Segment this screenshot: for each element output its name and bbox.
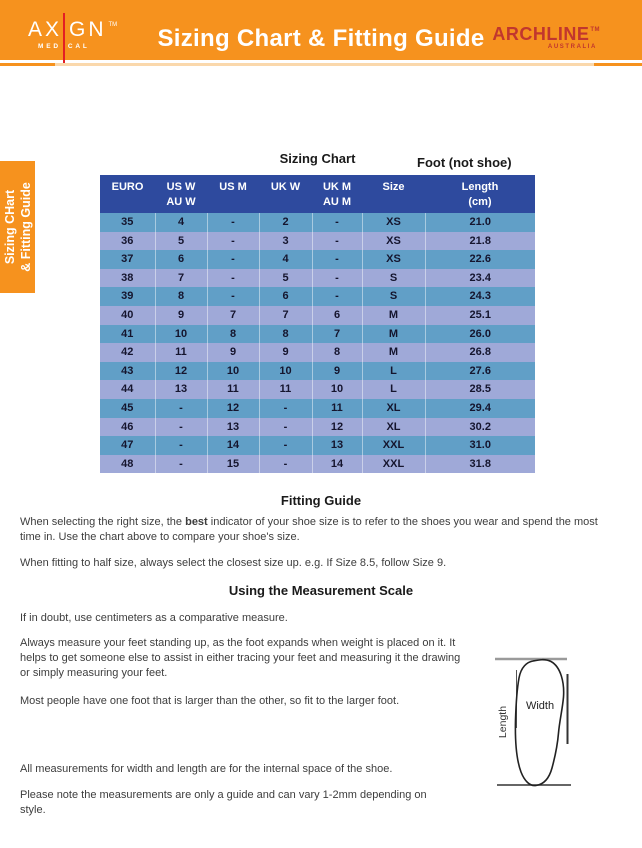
measurement-paragraph-5: Please note the measurements are only a guide and can vary 1-2mm depending on style. [20,789,427,817]
table-cell: 21.0 [425,213,535,232]
table-cell: - [207,287,259,306]
table-cell: - [259,418,312,437]
table-cell: 45 [100,399,155,418]
measurement-paragraph-1: If in doubt, use centimeters as a comparative measure. [20,612,288,624]
table-cell: 5 [155,232,207,251]
table-cell: 7 [155,269,207,288]
table-cell: 10 [312,380,362,399]
table-cell: 12 [155,362,207,381]
bold-word: best [185,516,208,528]
table-cell: XS [362,250,425,269]
table-cell: - [207,213,259,232]
table-cell: 40 [100,306,155,325]
table-cell: 4 [259,250,312,269]
archline-australia-label: AUSTRALIA [547,44,597,50]
table-cell: L [362,362,425,381]
column-header: UK M AU M [312,175,362,213]
paragraph-text: indicator of your shoe size is to refer to the shoes you wear and spend the most time in. Use the chart above to compare your shoe's size. [20,516,598,544]
table-cell: 39 [100,287,155,306]
banner-divider-rule [0,63,642,66]
table-cell: L [362,380,425,399]
table-cell: 10 [259,362,312,381]
column-header: UK W [259,175,312,213]
table-cell: 6 [259,287,312,306]
table-row [100,325,535,344]
table-cell: 15 [207,455,259,474]
table-cell: S [362,287,425,306]
column-header: US W AU W [155,175,207,213]
fitting-guide-paragraph-2: When fitting to half size, always select the closest size up. e.g. If Size 8.5, follow Size 9. [20,557,447,569]
table-cell: 44 [100,380,155,399]
table-cell: 3 [259,232,312,251]
table-cell: 2 [259,213,312,232]
table-cell: 11 [312,399,362,418]
table-cell: 9 [155,306,207,325]
table-cell: 13 [155,380,207,399]
table-cell: 42 [100,343,155,362]
table-cell: XL [362,399,425,418]
table-cell: 12 [207,399,259,418]
table-cell: 14 [312,455,362,474]
table-cell: - [155,436,207,455]
table-cell: 10 [207,362,259,381]
measurement-paragraph-3: Most people have one foot that is larger than the other, so fit to the larger foot. [20,695,400,707]
table-row [100,455,535,474]
table-cell: 8 [312,343,362,362]
table-cell: 48 [100,455,155,474]
foot-not-shoe-note: Foot (not shoe) [417,155,512,170]
table-cell: - [207,232,259,251]
side-tab-line2: & Fitting Guide [18,182,33,272]
table-cell: XL [362,418,425,437]
table-cell: XXL [362,436,425,455]
table-cell: 9 [207,343,259,362]
table-cell: 6 [312,306,362,325]
table-row [100,269,535,288]
table-cell: 31.0 [425,436,535,455]
table-title: Sizing Chart [279,151,356,166]
table-cell: - [259,455,312,474]
table-cell: - [259,399,312,418]
table-cell: - [312,232,362,251]
archline-logo [492,25,600,50]
table-cell: 26.8 [425,343,535,362]
table-cell: M [362,343,425,362]
table-cell: 23.4 [425,269,535,288]
table-cell: 10 [155,325,207,344]
table-cell: 43 [100,362,155,381]
table-cell: - [155,418,207,437]
table-cell: 7 [207,306,259,325]
table-cell: 13 [207,418,259,437]
table-cell: M [362,306,425,325]
table-cell: M [362,325,425,344]
table-row [100,343,535,362]
table-cell: XS [362,232,425,251]
fitting-guide-heading: Fitting Guide [280,493,362,508]
paragraph-text: When selecting the right size, the [20,516,186,528]
axign-sub-left: MED [38,43,61,50]
table-cell: 25.1 [425,306,535,325]
fitting-guide-paragraph-1 [20,515,620,545]
table-cell: 14 [207,436,259,455]
table-row [100,418,535,437]
table-cell: - [207,269,259,288]
foot-outline-icon [515,660,563,786]
table-row [100,436,535,455]
table-cell: - [312,250,362,269]
table-cell: 31.8 [425,455,535,474]
table-cell: 7 [259,306,312,325]
table-cell: 9 [259,343,312,362]
table-cell: XXL [362,455,425,474]
table-row [100,232,535,251]
measurement-paragraph-4: All measurements for width and length are for the internal space of the shoe. [20,763,393,775]
table-cell: 26.0 [425,325,535,344]
table-cell: - [155,455,207,474]
table-cell: 36 [100,232,155,251]
table-cell: XS [362,213,425,232]
axign-word-left: AX [28,18,63,41]
column-header: US M [207,175,259,213]
side-tab-label [1,182,34,272]
table-row [100,380,535,399]
table-cell: 27.6 [425,362,535,381]
table-cell: S [362,269,425,288]
side-tab-line1: Sizing CHart [2,189,17,265]
archline-name: ARCHLINE [492,24,590,44]
table-cell: 13 [312,436,362,455]
table-cell: 41 [100,325,155,344]
page-title: Sizing Chart & Fitting Guide [157,25,485,52]
archline-wordmark [492,25,600,43]
table-cell: 9 [312,362,362,381]
table-cell: 11 [207,380,259,399]
column-header: Length (cm) [425,175,535,213]
table-cell: 28.5 [425,380,535,399]
table-cell: 30.2 [425,418,535,437]
axign-sub-right: CAL [67,43,90,50]
table-cell: - [312,269,362,288]
table-cell: 8 [155,287,207,306]
table-row [100,399,535,418]
table-cell: 35 [100,213,155,232]
table-cell: 47 [100,436,155,455]
table-cell: - [155,399,207,418]
table-row [100,306,535,325]
table-header-row [100,175,535,213]
table-cell: 8 [207,325,259,344]
table-row [100,362,535,381]
side-tab [0,161,35,293]
sizing-table [100,175,535,473]
table-cell: 11 [155,343,207,362]
table-cell: 46 [100,418,155,437]
table-row [100,250,535,269]
foot-measurement-diagram [488,648,642,796]
table-cell: 29.4 [425,399,535,418]
axign-word-right: GN [69,18,107,41]
table-row [100,287,535,306]
measurement-paragraph-2: Always measure your feet standing up, as the foot expands when weight is placed on it. It helps to get someone else to assist in either tracing your feet and measuring it the drawing or simply measuring your feet. [20,637,461,680]
table-cell: - [312,213,362,232]
column-header: EURO [100,175,155,213]
trademark-symbol: TM [108,22,118,28]
length-label: Length [497,705,509,739]
table-cell: 8 [259,325,312,344]
header-banner [0,0,642,60]
table-cell: 6 [155,250,207,269]
table-cell: - [312,287,362,306]
width-label: Width [525,700,555,712]
table-cell: - [259,436,312,455]
table-cell: 21.8 [425,232,535,251]
measurement-scale-heading: Using the Measurement Scale [228,583,414,598]
table-cell: 22.6 [425,250,535,269]
table-row [100,213,535,232]
table-cell: 7 [312,325,362,344]
table-cell: 37 [100,250,155,269]
table-cell: - [207,250,259,269]
table-cell: 38 [100,269,155,288]
table-cell: 24.3 [425,287,535,306]
table-cell: 12 [312,418,362,437]
table-cell: 11 [259,380,312,399]
column-header: Size [362,175,425,213]
table-cell: 5 [259,269,312,288]
trademark-symbol: TM [590,27,600,33]
table-cell: 4 [155,213,207,232]
